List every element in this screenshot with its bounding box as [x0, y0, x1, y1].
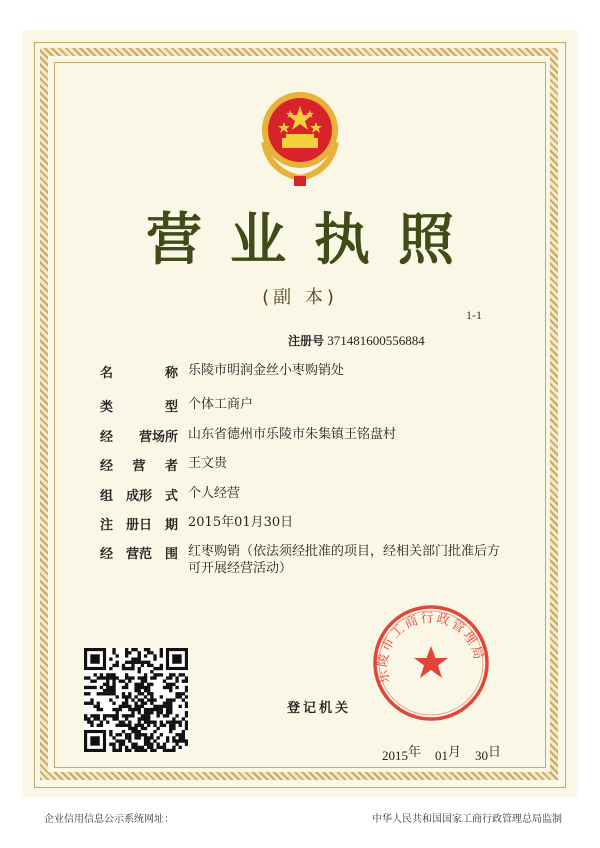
field-label — [100, 396, 178, 415]
field-label-part: 成形 — [125, 489, 152, 504]
field-label-part: 营范 — [125, 547, 152, 562]
field-value: 王文贵 — [188, 456, 228, 471]
field-label-part: 注 — [100, 518, 114, 533]
field-label-part: 型 — [164, 400, 178, 415]
field-row-type — [100, 396, 520, 416]
footer-website-label: 企业信用信息公示系统网址： — [44, 814, 174, 825]
issue-date — [382, 745, 501, 764]
date-year: 2015 — [382, 748, 408, 763]
field-label — [100, 514, 178, 533]
registration-number-label: 注册号 — [288, 334, 325, 348]
field-label-part: 称 — [164, 366, 178, 381]
registration-number — [288, 332, 425, 349]
field-value: 2015年01月30日 — [188, 515, 294, 530]
field-row-premises — [100, 426, 520, 446]
field-row-business-scope — [100, 543, 520, 583]
field-label-part: 者 — [164, 459, 178, 474]
official-seal — [370, 602, 492, 724]
field-row-operator — [100, 455, 520, 475]
field-value: 红枣购销（依法须经批准的项目，经相关部门批准后方可开展经营活动） — [188, 544, 501, 576]
footer-issuer: 中华人民共和国国家工商行政管理总局监制 — [372, 814, 562, 825]
field-label-part: 营场所 — [138, 430, 178, 445]
field-row-name — [100, 362, 520, 382]
field-label-part: 经 — [100, 430, 114, 445]
field-label-part: 围 — [164, 547, 178, 562]
field-value: 个体工商户 — [188, 397, 254, 412]
date-year-unit: 年 — [408, 745, 422, 760]
field-label-part: 经 — [100, 459, 114, 474]
license-subtitle: (副 本) — [262, 287, 338, 308]
date-day-unit: 日 — [488, 745, 502, 760]
license-title: 营业执照 — [146, 208, 482, 273]
field-label-part: 册日 — [125, 518, 152, 533]
qr-code-icon — [84, 648, 188, 752]
field-value: 乐陵市明润金丝小枣购销处 — [188, 363, 345, 378]
registration-number-value: 371481600556884 — [327, 333, 425, 348]
field-label — [100, 362, 178, 381]
national-emblem-icon — [250, 82, 350, 192]
field-label-part: 类 — [100, 400, 114, 415]
field-label — [100, 455, 178, 474]
field-label-part: 组 — [100, 489, 114, 504]
field-label — [100, 426, 178, 445]
date-day: 30 — [475, 748, 489, 763]
field-label — [100, 485, 178, 504]
date-month: 01 — [435, 748, 449, 763]
field-row-registration-date — [100, 514, 520, 534]
field-label — [100, 543, 178, 562]
field-label-part: 式 — [164, 489, 178, 504]
field-label-part: 名 — [100, 366, 114, 381]
registration-authority-label: 登记机关 — [287, 701, 352, 716]
field-label-part: 营 — [132, 459, 146, 474]
seal-text: 乐陵市工商行政管理局 — [375, 610, 487, 685]
field-label-part: 期 — [164, 518, 178, 533]
field-value: 个人经营 — [188, 486, 241, 501]
field-value: 山东省德州市乐陵市朱集镇王铭盘村 — [188, 427, 397, 442]
copy-number: 1-1 — [466, 308, 482, 322]
date-month-unit: 月 — [448, 745, 462, 760]
field-label-part: 经 — [100, 547, 114, 562]
field-row-form — [100, 485, 520, 505]
